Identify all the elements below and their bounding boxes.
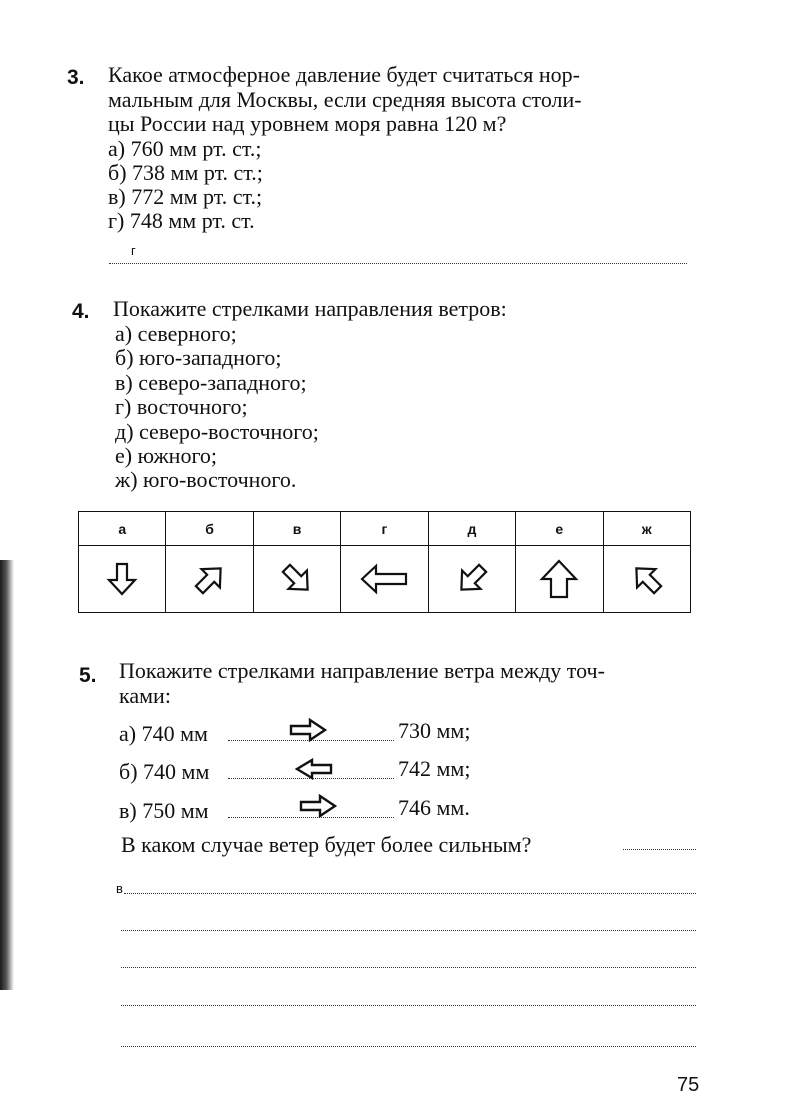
question-5-row-left: в) 750 мм xyxy=(119,798,209,823)
question-5-row-left: а) 740 мм xyxy=(119,721,208,746)
wind-table-header-cell: г xyxy=(341,512,428,546)
answer-line xyxy=(121,1005,696,1006)
question-4-option: д) северо-восточного; xyxy=(115,419,319,444)
question-5-text-line: Покажите стрелками направление ветра между точ- xyxy=(119,658,605,683)
wind-table-header-cell: д xyxy=(428,512,515,546)
question-3-text-line: цы России над уровнем моря равна 120 м? xyxy=(108,111,507,136)
wind-table-arrow-cell xyxy=(516,546,603,613)
answer-line xyxy=(121,1046,696,1047)
answer-line xyxy=(124,893,696,894)
wind-table-header-cell: б xyxy=(166,512,253,546)
arrow-left-icon xyxy=(294,758,334,780)
wind-table-arrow-cell xyxy=(603,546,690,613)
answer-line xyxy=(623,849,696,850)
arrow-down-left-icon xyxy=(450,557,494,601)
question-5-handwritten-answer: в xyxy=(116,881,123,896)
question-5-row-left: б) 740 мм xyxy=(119,759,210,784)
question-5-number: 5. xyxy=(79,664,97,687)
question-3-number: 3. xyxy=(67,66,85,89)
arrow-up-right-icon xyxy=(188,557,232,601)
wind-table-arrow-cell xyxy=(253,546,340,613)
question-5-followup: В каком случае ветер будет более сильным? xyxy=(121,832,532,857)
arrow-up-left-icon xyxy=(625,557,669,601)
answer-line xyxy=(121,967,696,968)
wind-table-header-row xyxy=(79,512,691,546)
wind-table-header-cell: а xyxy=(79,512,166,546)
question-4-option: б) юго-западного; xyxy=(115,345,282,370)
arrow-right-icon xyxy=(298,794,338,818)
question-3-option: а) 760 мм рт. ст.; xyxy=(108,136,262,161)
wind-table-header-cell: в xyxy=(253,512,340,546)
arrow-down-icon xyxy=(100,557,144,601)
arrow-up-icon xyxy=(535,555,583,603)
wind-table-arrow-cell xyxy=(79,546,166,613)
wind-direction-table xyxy=(78,511,691,613)
question-3-text-line: Какое атмосферное давление будет считаться нор- xyxy=(108,62,580,87)
wind-table-header-cell: е xyxy=(516,512,603,546)
page-number: 75 xyxy=(677,1074,700,1096)
question-3-option: в) 772 мм рт. ст.; xyxy=(108,184,263,209)
question-5-text-line: ками: xyxy=(119,683,171,708)
arrow-left-icon xyxy=(358,557,410,601)
answer-line xyxy=(121,930,696,931)
question-4-option: а) северного; xyxy=(115,321,237,346)
question-4-option: е) южного; xyxy=(115,443,218,468)
wind-table-arrow-cell xyxy=(166,546,253,613)
arrow-right-icon xyxy=(288,718,328,742)
arrow-down-right-icon xyxy=(275,557,319,601)
question-4-option: ж) юго-восточного. xyxy=(115,467,297,492)
question-5-row-right: 730 мм; xyxy=(398,718,471,743)
wind-table-arrow-cell xyxy=(341,546,428,613)
question-5-row-right: 742 мм; xyxy=(398,756,471,781)
question-4-number: 4. xyxy=(72,300,90,323)
question-3-text-line: мальным для Москвы, если средняя высота столи- xyxy=(108,87,582,112)
wind-table-arrow-cell xyxy=(428,546,515,613)
answer-line xyxy=(109,263,687,264)
question-3-option: г) 748 мм рт. ст. xyxy=(108,208,255,233)
wind-table-arrow-row xyxy=(79,546,691,613)
question-3-handwritten-answer: г xyxy=(131,243,136,258)
wind-table-header-cell: ж xyxy=(603,512,690,546)
question-4-text: Покажите стрелками направления ветров: xyxy=(113,296,507,321)
question-4-option: г) восточного; xyxy=(115,394,248,419)
question-4-option: в) северо-западного; xyxy=(115,370,307,395)
scan-edge-shadow xyxy=(0,560,14,990)
question-3-option: б) 738 мм рт. ст.; xyxy=(108,160,263,185)
question-5-row-right: 746 мм. xyxy=(398,795,470,820)
